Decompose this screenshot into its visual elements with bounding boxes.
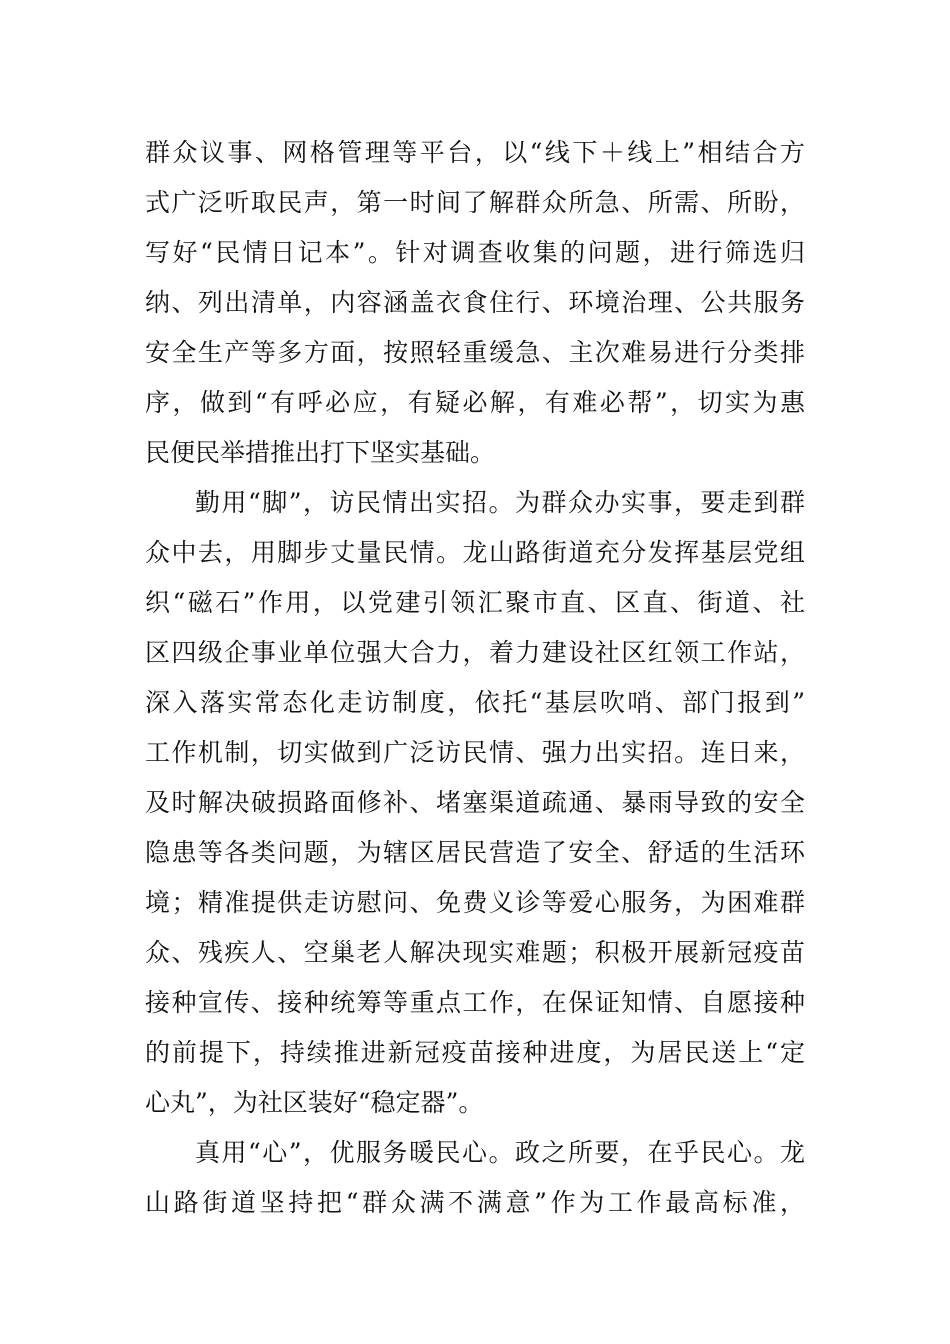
text-line: 安全生产等多方面，按照轻重缓急、主次难易进行分类排 bbox=[145, 338, 805, 367]
paragraph-2 bbox=[145, 478, 805, 1128]
paragraph-1 bbox=[145, 128, 805, 478]
text-line: 及时解决破损路面修补、堵塞渠道疏通、暴雨导致的安全 bbox=[145, 788, 805, 817]
text-line: 山路街道坚持把“群众满不满意”作为工作最高标准， bbox=[145, 1188, 805, 1217]
text-line: 工作机制，切实做到广泛访民情、强力出实招。连日来， bbox=[145, 738, 805, 767]
text-line: 心丸”，为社区装好“稳定器”。 bbox=[145, 1088, 484, 1117]
text-line: 民便民举措推出打下坚实基础。 bbox=[145, 438, 496, 467]
text-line: 深入落实常态化走访制度，依托“基层吹哨、部门报到” bbox=[145, 688, 805, 717]
text-line: 群众议事、网格管理等平台，以“线下＋线上”相结合方 bbox=[145, 138, 805, 167]
text-line: 众、残疾人、空巢老人解决现实难题；积极开展新冠疫苗 bbox=[145, 938, 805, 967]
text-line: 勤用“脚”，访民情出实招。为群众办实事，要走到群 bbox=[195, 488, 805, 517]
text-line: 接种宣传、接种统筹等重点工作，在保证知情、自愿接种 bbox=[145, 988, 805, 1017]
text-line: 的前提下，持续推进新冠疫苗接种进度，为居民送上“定 bbox=[145, 1038, 805, 1067]
text-line: 写好“民情日记本”。针对调查收集的问题，进行筛选归 bbox=[145, 238, 805, 267]
text-line: 区四级企事业单位强大合力，着力建设社区红领工作站， bbox=[145, 638, 805, 667]
text-line: 隐患等各类问题，为辖区居民营造了安全、舒适的生活环 bbox=[145, 838, 805, 867]
text-line: 织“磁石”作用，以党建引领汇聚市直、区直、街道、社 bbox=[145, 588, 805, 617]
text-line: 序，做到“有呼必应，有疑必解，有难必帮”，切实为惠 bbox=[145, 388, 805, 417]
text-line: 式广泛听取民声，第一时间了解群众所急、所需、所盼， bbox=[145, 188, 805, 217]
text-line: 境；精准提供走访慰问、免费义诊等爱心服务，为困难群 bbox=[145, 888, 805, 917]
text-line: 众中去，用脚步丈量民情。龙山路街道充分发挥基层党组 bbox=[145, 538, 805, 567]
text-line: 真用“心”，优服务暖民心。政之所要，在乎民心。龙 bbox=[195, 1138, 805, 1167]
text-line: 纳、列出清单，内容涵盖衣食住行、环境治理、公共服务 bbox=[145, 288, 805, 317]
document-body bbox=[145, 128, 805, 1228]
paragraph-3 bbox=[145, 1128, 805, 1228]
